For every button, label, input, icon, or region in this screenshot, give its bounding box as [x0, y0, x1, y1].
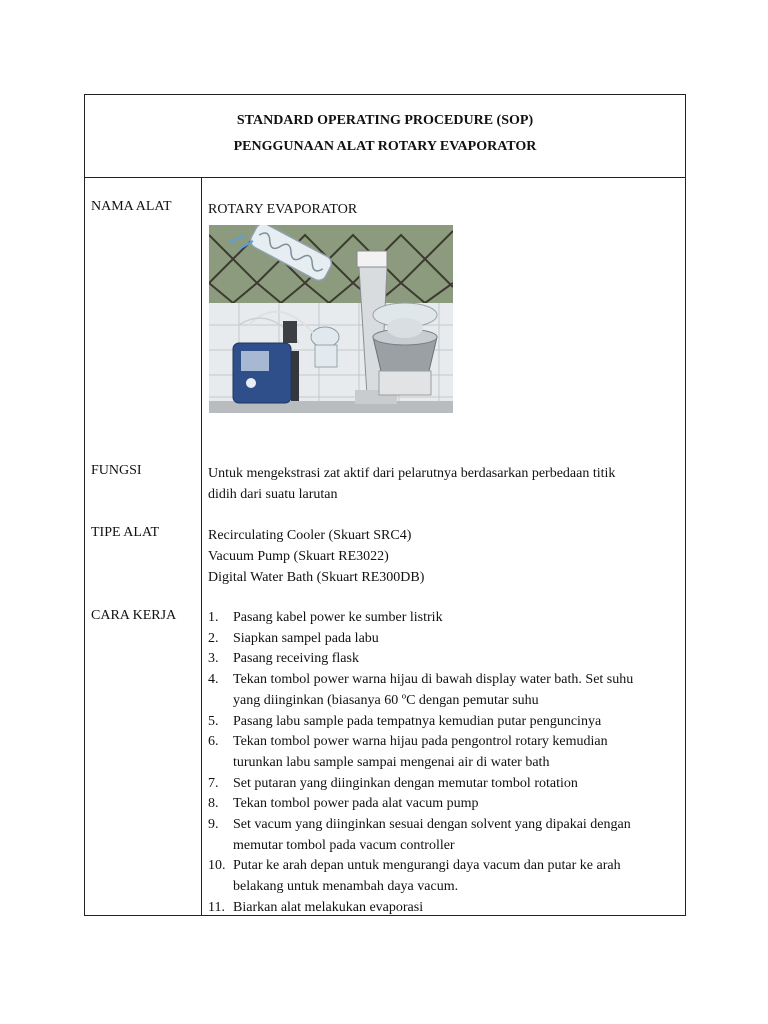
document-title: STANDARD OPERATING PROCEDURE (SOP): [236, 113, 534, 128]
step-text: yang diinginkan (biasanya 60 ºC dengan pemutar suhu: [233, 692, 539, 708]
step-number: 9.: [208, 817, 219, 833]
step-number: 2.: [208, 630, 219, 646]
procedure-step: [208, 629, 678, 650]
step-text: turunkan labu sample sampai mengenai air di water bath: [233, 754, 550, 770]
value-fungsi: [208, 463, 678, 505]
label-fungsi: FUNGSI: [91, 463, 142, 478]
step-number: 11.: [208, 899, 225, 915]
tipe-alat-line: Digital Water Bath (Skuart RE300DB): [208, 570, 425, 585]
label-nama-alat: NAMA ALAT: [91, 199, 172, 214]
step-number: 6.: [208, 734, 219, 750]
step-number: 5.: [208, 713, 219, 729]
step-number: 8.: [208, 796, 219, 812]
procedure-step: [208, 608, 678, 629]
procedure-step: [208, 670, 678, 711]
fungsi-line: didih dari suatu larutan: [208, 487, 338, 502]
procedure-step: [208, 815, 678, 856]
sop-table: [84, 94, 686, 916]
step-text: Tekan tombol power pada alat vacum pump: [233, 796, 479, 812]
step-number: 7.: [208, 775, 219, 791]
value-tipe-alat: [208, 525, 678, 588]
step-text: Siapkan sampel pada labu: [233, 630, 379, 646]
step-text: memutar tombol pada vacum controller: [233, 837, 455, 853]
step-text: Set putaran yang diinginkan dengan memutar tombol rotation: [233, 775, 578, 791]
document-subtitle: PENGGUNAAN ALAT ROTARY EVAPORATOR: [233, 139, 537, 154]
step-text: Putar ke arah depan untuk mengurangi daya vacum dan putar ke arah: [233, 858, 621, 874]
label-cara-kerja: CARA KERJA: [91, 608, 177, 623]
tipe-alat-line: Vacuum Pump (Skuart RE3022): [208, 549, 389, 564]
step-text: Biarkan alat melakukan evaporasi: [233, 899, 424, 915]
label-tipe-alat: TIPE ALAT: [91, 525, 160, 540]
value-cara-kerja: [208, 608, 678, 919]
step-number: 3.: [208, 651, 219, 667]
step-number: 1.: [208, 610, 219, 625]
procedure-steps: [208, 608, 678, 919]
procedure-step: [208, 794, 678, 815]
procedure-step: [208, 712, 678, 733]
value-nama-alat: ROTARY EVAPORATOR: [208, 202, 358, 217]
procedure-step: [208, 649, 678, 670]
sop-header: [85, 95, 685, 178]
step-number: 4.: [208, 672, 219, 688]
step-text: belakang untuk menambah daya vacum.: [233, 879, 459, 895]
step-number: 10.: [208, 858, 226, 874]
step-text: Pasang kabel power ke sumber listrik: [233, 610, 443, 625]
tipe-alat-line: Recirculating Cooler (Skuart SRC4): [208, 528, 412, 543]
step-text: Tekan tombol power warna hijau pada pengontrol rotary kemudian: [233, 734, 608, 750]
step-text: Tekan tombol power warna hijau di bawah display water bath. Set suhu: [233, 672, 634, 688]
procedure-step: [208, 898, 678, 919]
step-text: Set vacum yang diinginkan sesuai dengan solvent yang dipakai dengan: [233, 817, 631, 833]
fungsi-line: Untuk mengekstrasi zat aktif dari pelarutnya berdasarkan perbedaan titik: [208, 466, 616, 481]
rotary-evaporator-photo: [209, 225, 453, 413]
step-text: Pasang receiving flask: [233, 651, 359, 667]
procedure-step: [208, 774, 678, 795]
step-text: Pasang labu sample pada tempatnya kemudian putar penguncinya: [233, 713, 602, 729]
procedure-step: [208, 732, 678, 773]
procedure-step: [208, 856, 678, 897]
column-divider: [201, 177, 202, 915]
